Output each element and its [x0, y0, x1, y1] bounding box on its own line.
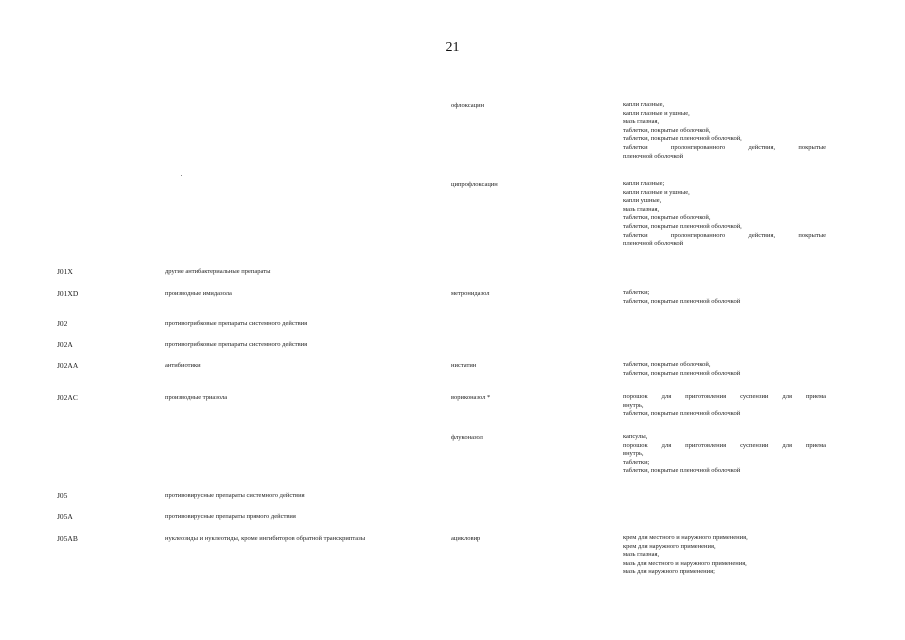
- pharmacological-group: противогрибковые препараты системного действия: [165, 320, 308, 327]
- dosage-form-line: таблетки, покрытые оболочкой,: [623, 214, 711, 222]
- pharmacological-group: другие антибактериальные препараты: [165, 268, 271, 275]
- dosage-forms: [623, 180, 826, 249]
- drug-name: офлоксацин: [451, 102, 485, 109]
- page-number: 21: [445, 40, 460, 55]
- atc-code: J01XD: [57, 289, 79, 298]
- pharmacological-group: антибиотики: [165, 362, 201, 369]
- dosage-form-line: капсулы,: [623, 433, 648, 440]
- dosage-form-line: капли глазные и ушные,: [623, 109, 690, 117]
- dosage-form-line: внутрь,: [623, 401, 644, 409]
- dosage-form-line: мазь для местного и наружного применения,: [623, 559, 747, 567]
- pharmacological-group: противогрибковые препараты системного действия: [165, 341, 308, 348]
- dosage-forms: [623, 393, 826, 419]
- dosage-form-line: мазь глазная,: [623, 118, 660, 126]
- dosage-form-line: мазь для наружного применения;: [623, 568, 715, 576]
- dosage-form-line: таблетки, покрытые оболочкой,: [623, 126, 711, 134]
- pharmacological-group: противовирусные препараты прямого действия: [165, 513, 296, 520]
- atc-code: J02AA: [57, 361, 79, 370]
- drug-name: ципрофлоксацин: [451, 181, 498, 188]
- scan-speck: [181, 175, 182, 176]
- dosage-form-line: таблетки;: [623, 289, 650, 296]
- dosage-form-line: таблетки, покрытые пленочной оболочкой,: [623, 222, 742, 230]
- dosage-form-line: крем для местного и наружного применения,: [623, 534, 748, 541]
- dosage-form-line: порошок для приготовления суспензии для приема: [623, 441, 826, 449]
- dosage-form-line: таблетки, покрытые пленочной оболочкой: [623, 467, 741, 475]
- dosage-form-line: таблетки, покрытые пленочной оболочкой: [623, 369, 741, 377]
- dosage-form-line: таблетки, покрытые пленочной оболочкой: [623, 410, 741, 418]
- pharmacological-group: противовирусные препараты системного действия: [165, 492, 305, 499]
- atc-code: J05AB: [57, 534, 78, 543]
- dosage-form-line: крем для наружного применения,: [623, 542, 716, 550]
- dosage-form-line: мазь глазная,: [623, 205, 660, 213]
- dosage-form-line: таблетки, покрытые оболочкой,: [623, 361, 711, 368]
- drug-name: вориконазол *: [451, 394, 491, 401]
- atc-code: J05A: [57, 512, 73, 521]
- atc-code: J02AC: [57, 393, 78, 402]
- drug-name: метронидазол: [451, 290, 490, 297]
- dosage-form-line: таблетки;: [623, 458, 650, 466]
- dosage-forms: [623, 101, 826, 161]
- dosage-forms: [623, 433, 826, 476]
- dosage-form-line: таблетки, покрытые пленочной оболочкой,: [623, 135, 742, 143]
- dosage-forms: [623, 289, 826, 306]
- dosage-form-line: таблетки пролонгированного действия, покрытые: [623, 231, 826, 239]
- pharmacological-group: производные триазола: [165, 394, 228, 401]
- dosage-form-line: таблетки, покрытые пленочной оболочкой: [623, 297, 741, 305]
- pharmacological-group: нуклеозиды и нуклеотиды, кроме ингибиторов обратной транскриптазы: [165, 535, 366, 542]
- dosage-form-line: порошок для приготовления суспензии для приема: [623, 393, 826, 400]
- dosage-form-line: капли глазные,: [623, 101, 665, 108]
- dosage-form-line: таблетки пролонгированного действия, покрытые: [623, 143, 826, 151]
- atc-code: J02: [57, 319, 68, 328]
- dosage-form-line: капли ушные,: [623, 197, 662, 205]
- pharmacological-group: производные имидазола: [165, 290, 232, 297]
- atc-code: J01X: [57, 267, 73, 276]
- drug-name: флуконазол: [451, 434, 483, 441]
- dosage-form-line: внутрь,: [623, 450, 644, 458]
- atc-code: J02A: [57, 340, 73, 349]
- dosage-form-line: капли глазные;: [623, 180, 665, 187]
- dosage-form-line: пленочной оболочкой: [623, 152, 684, 160]
- drug-name: нистатин: [451, 362, 477, 369]
- drug-name: ацикловир: [451, 535, 481, 542]
- atc-code: J05: [57, 491, 68, 500]
- dosage-form-line: мазь глазная,: [623, 551, 660, 559]
- dosage-form-line: капли глазные и ушные,: [623, 188, 690, 196]
- dosage-form-line: пленочной оболочкой: [623, 240, 684, 248]
- dosage-forms: [623, 534, 826, 577]
- dosage-forms: [623, 361, 826, 378]
